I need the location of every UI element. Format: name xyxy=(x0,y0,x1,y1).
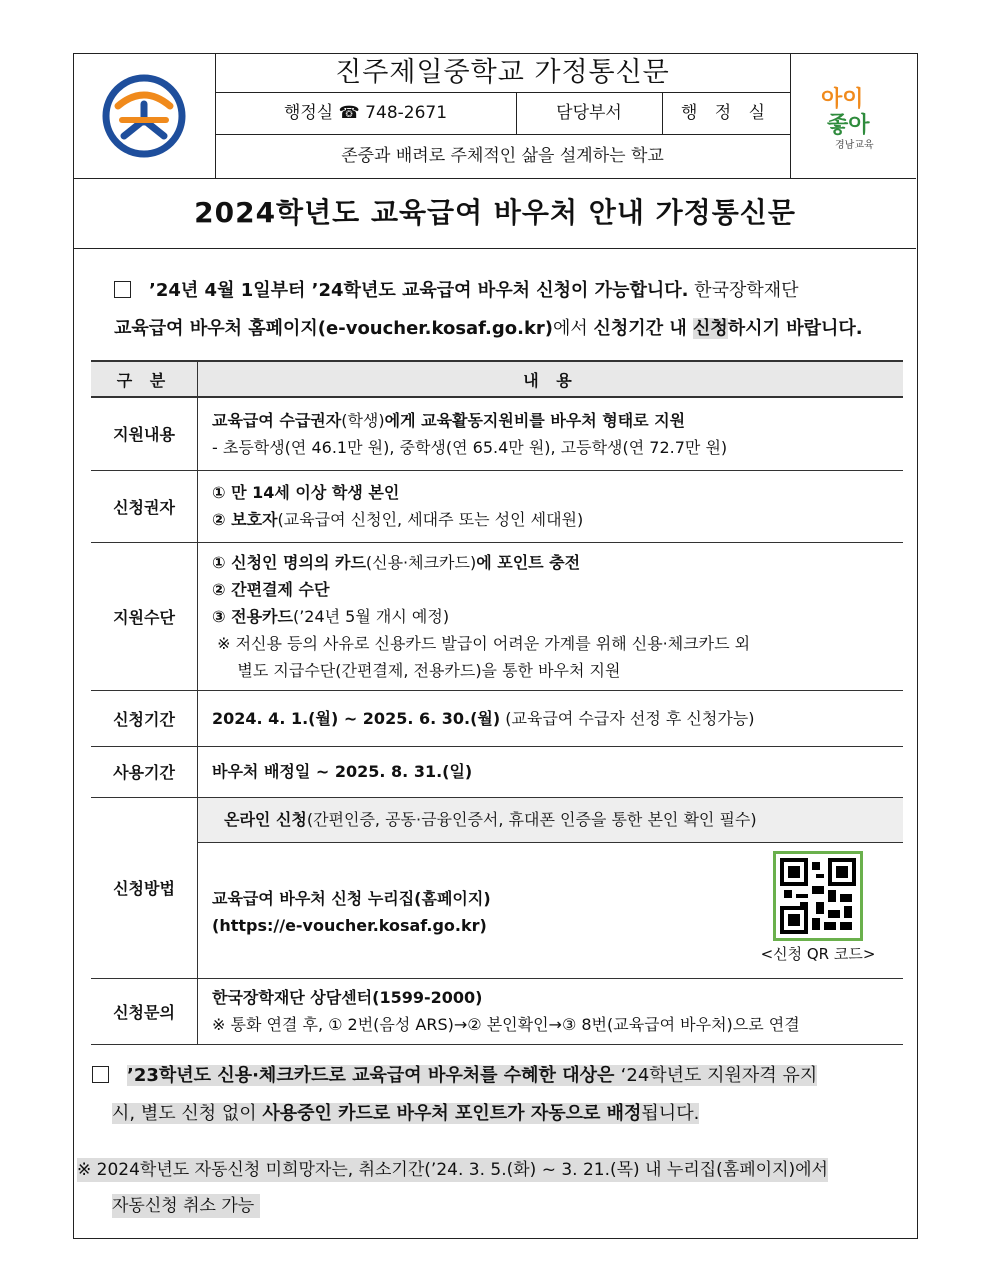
text: 교육급여 바우처 신청 누리집(홈페이지) xyxy=(212,888,491,908)
text: - 초등학생(연 46.1만 원), 중학생(연 65.4만 원), 고등학생(연 72.7만 원) xyxy=(212,437,728,457)
text: ③ 전용카드 xyxy=(212,606,293,626)
qr-code-icon[interactable] xyxy=(773,851,863,941)
dept-label: 담당부서 xyxy=(516,92,663,134)
school-title: 진주제일중학교 가정통신문 xyxy=(215,54,790,93)
text: 2024. 4. 1.(월) ~ 2025. 6. 30.(월) xyxy=(212,708,501,728)
table-row xyxy=(91,470,903,542)
document-page xyxy=(73,53,918,1239)
text: 별도 지급수단(간편결제, 전용카드)을 통한 바우처 지원 xyxy=(212,660,621,680)
row-label: 사용기간 xyxy=(91,746,198,797)
row-label: 신청문의 xyxy=(91,978,198,1044)
row-label: 신청권자 xyxy=(91,470,198,542)
text: ※ 통화 연결 후, ① 2번(음성 ARS)→② 본인확인→③ 8번(교육급여 바우처)으로 연결 xyxy=(212,1015,800,1034)
row-content xyxy=(198,978,904,1044)
intro-text-5: 신청기간 내 xyxy=(593,318,694,339)
text: 에게 교육활동지원비를 바우처 형태로 지원 xyxy=(384,410,686,430)
text: 에 포인트 충전 xyxy=(476,552,581,572)
row-content: 바우처 배정일 ~ 2025. 8. 31.(일) xyxy=(198,746,904,797)
qr-caption: <신청 QR 코드> xyxy=(760,944,876,963)
text: 사용중인 카드로 바우처 포인트가 자동으로 배정 xyxy=(262,1103,642,1124)
row-label: 지원내용 xyxy=(91,397,198,470)
intro-text-1: ’24년 4월 1일부터 ’24학년도 교육급여 바우처 신청이 가능합니다. xyxy=(149,280,689,301)
text: 됩니다. xyxy=(641,1103,700,1124)
text: 시, 별도 신청 없이 xyxy=(112,1103,263,1124)
edu-logo xyxy=(790,54,917,178)
table-row xyxy=(91,797,903,978)
intro-text-2: 한국장학재단 xyxy=(688,280,799,301)
text: (교육급여 수급자 선정 후 신청가능) xyxy=(500,708,755,728)
table-row xyxy=(91,746,903,797)
row-content xyxy=(198,470,904,542)
edu-logo-top: 아이 xyxy=(821,87,864,112)
main-title: 2024학년도 교육급여 바우처 안내 가정통신문 xyxy=(74,178,916,249)
text: ‘24학년도 지원자격 유지 xyxy=(620,1065,818,1086)
row-label: 신청방법 xyxy=(91,797,198,978)
table-row xyxy=(91,542,903,690)
site-link[interactable]: (https://e-voucher.kosaf.go.kr) xyxy=(212,915,487,935)
info-table xyxy=(91,360,903,1045)
text: ① 신청인 명의의 카드 xyxy=(212,552,366,572)
text: ※ 2024학년도 자동신청 미희망자는, 취소기간(’24. 3. 5.(화) ~ 3. 21.(목) 내 누리집(홈페이지)에서 xyxy=(77,1160,828,1180)
checkbox-icon xyxy=(114,281,131,298)
table-row xyxy=(91,978,903,1044)
row-content xyxy=(198,690,904,746)
site-cell xyxy=(198,843,903,978)
header-content: 내 용 xyxy=(198,361,904,397)
cancel-notice xyxy=(77,1152,917,1224)
row-content xyxy=(198,797,904,978)
row-label: 신청기간 xyxy=(91,690,198,746)
text: ② 간편결제 수단 xyxy=(212,579,330,599)
text: 자동신청 취소 가능 xyxy=(112,1194,260,1218)
text: ※ 저신용 등의 사유로 신용카드 발급이 어려운 가계를 위해 신용·체크카드 외 xyxy=(212,633,751,653)
table-row xyxy=(91,397,903,470)
intro-text-3: 교육급여 바우처 홈페이지(e-voucher.kosaf.go.kr) xyxy=(114,318,554,339)
header xyxy=(74,54,916,179)
school-motto: 존중과 배려로 주체적인 삶을 설계하는 학교 xyxy=(341,146,664,166)
header-label: 구 분 xyxy=(91,361,198,397)
edu-logo-mid: 좋아 xyxy=(827,113,870,138)
row-content xyxy=(198,542,904,690)
office-phone: 행정실 ☎ 748-2671 xyxy=(215,92,517,134)
auto-assign-notice xyxy=(92,1057,912,1133)
edu-logo-sub: 경남교육 xyxy=(835,140,874,151)
intro-text-4: 에서 xyxy=(553,318,594,339)
text: 한국장학재단 상담센터(1599-2000) xyxy=(212,988,483,1007)
dept-value: 행 정 실 xyxy=(680,103,772,123)
text: 교육급여 수급권자 xyxy=(212,410,342,430)
qr-block xyxy=(733,843,903,964)
site-info xyxy=(212,885,491,939)
text: (’24년 5월 개시 예정) xyxy=(292,606,450,626)
school-logo xyxy=(74,54,216,178)
text: ’23학년도 신용·체크카드로 교육급여 바우처를 수혜한 대상은 xyxy=(127,1065,621,1086)
text: (학생) xyxy=(341,410,385,430)
intro-paragraph xyxy=(114,272,914,348)
row-label: 지원수단 xyxy=(91,542,198,690)
text: (교육급여 신청인, 세대주 또는 성인 세대원) xyxy=(277,510,584,529)
row-content xyxy=(198,397,904,470)
text: 온라인 신청 xyxy=(224,809,307,829)
text: (간편인증, 공동·금융인증서, 휴대폰 인증을 통한 본인 확인 필수) xyxy=(306,809,757,829)
table-header xyxy=(91,361,903,397)
intro-text-6: 신청 xyxy=(693,318,728,339)
text: (신용·체크카드) xyxy=(365,552,477,572)
text: ① 만 14세 이상 학생 본인 xyxy=(212,483,400,502)
intro-text-7: 하시기 바랍니다. xyxy=(727,318,863,339)
table-row xyxy=(91,690,903,746)
contact-row xyxy=(215,92,790,135)
checkbox-icon xyxy=(92,1066,109,1083)
text: ② 보호자 xyxy=(212,510,278,529)
online-apply xyxy=(198,798,903,843)
